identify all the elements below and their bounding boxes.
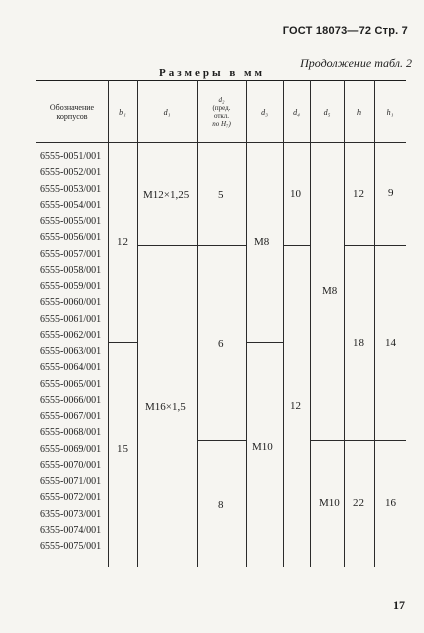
- table-row: 6555-0062/001: [40, 329, 102, 341]
- value-h1-16: 16: [385, 497, 396, 509]
- value-d1-m16: M16×1,5: [145, 401, 186, 413]
- header-separator: [36, 142, 406, 143]
- table-row: 6555-0060/001: [40, 297, 102, 309]
- table-row: 6555-0065/001: [40, 378, 102, 390]
- table-row: 6555-0066/001: [40, 394, 102, 406]
- table-title: Размеры в мм: [159, 67, 265, 79]
- column-header-d5: d₅: [323, 107, 331, 117]
- column-header-designation-text: Обозначение корпусов: [49, 103, 95, 121]
- table-row: 6555-0069/001: [40, 443, 102, 455]
- table-row: 6555-0052/001: [40, 167, 102, 179]
- column-header-h: h: [357, 107, 361, 117]
- column-header-h1: h₁: [386, 107, 394, 117]
- column-header-d2-symbol: d₂: [218, 96, 225, 104]
- table-row: 6555-0051/001: [40, 151, 102, 162]
- group-separator-d2: [197, 245, 246, 246]
- column-header-d2-note3: по H₇): [212, 120, 231, 128]
- table-row: 6555-0064/001: [40, 362, 102, 374]
- value-h-12: 12: [353, 188, 364, 200]
- table-row: 6555-0072/001: [40, 492, 102, 504]
- table-row: 6355-0073/001: [40, 508, 102, 520]
- table-row: 6555-0075/001: [40, 541, 102, 552]
- value-d3-m10: M10: [252, 441, 273, 453]
- value-h1-9: 9: [388, 187, 394, 199]
- table-row: 6555-0057/001: [40, 248, 102, 260]
- column-divider: [283, 80, 284, 567]
- value-h-18: 18: [353, 337, 364, 349]
- column-header-d3: d₃: [261, 107, 268, 117]
- group-separator-d1: [137, 245, 197, 246]
- column-divider: [246, 80, 247, 567]
- table-row: 6355-0074/001: [40, 524, 102, 536]
- column-header-d2: [197, 82, 246, 142]
- group-separator-b1: [108, 342, 137, 343]
- value-d4-12: 12: [290, 400, 301, 412]
- value-h-22: 22: [353, 497, 364, 509]
- value-d5-m8: M8: [322, 285, 338, 297]
- column-divider: [137, 80, 138, 567]
- column-header-b1: b₁: [119, 107, 126, 117]
- group-separator-d2: [197, 440, 246, 441]
- value-d2-6: 6: [218, 338, 224, 350]
- group-separator-h: [344, 245, 374, 246]
- table-row: 6555-0053/001: [40, 183, 102, 195]
- table-row: 6555-0055/001: [40, 216, 102, 227]
- column-header-d1: d₁: [163, 107, 171, 117]
- column-header-d2-note2: откл.: [213, 112, 230, 120]
- group-separator-d4: [283, 245, 310, 246]
- column-header-d2-note1: (пред.: [212, 104, 231, 112]
- table-row: 6555-0061/001: [40, 313, 102, 325]
- page-number: 17: [393, 598, 405, 612]
- column-header-d4: d₄: [293, 107, 300, 117]
- column-divider: [310, 80, 311, 567]
- column-divider: [374, 80, 375, 567]
- value-b1-15: 15: [117, 443, 128, 455]
- group-separator-h: [344, 440, 374, 441]
- table-row: 6555-0068/001: [40, 427, 102, 439]
- value-d2-8: 8: [218, 499, 224, 511]
- standard-reference: ГОСТ 18073—72 Стр. 7: [282, 25, 408, 37]
- value-d3-m8: M8: [254, 236, 270, 248]
- table-row: 6555-0067/001: [40, 411, 102, 422]
- table-row: 6555-0059/001: [40, 281, 102, 292]
- value-d1-m12: M12×1,25: [143, 189, 190, 201]
- table-row: 6555-0054/001: [40, 199, 102, 211]
- table-top-border: [36, 80, 406, 81]
- column-divider: [197, 80, 198, 567]
- group-separator-h1: [374, 245, 406, 246]
- table-row: 6555-0058/001: [40, 264, 102, 276]
- table-row: 6555-0071/001: [40, 476, 102, 487]
- group-separator-d3: [246, 342, 283, 343]
- value-d2-5: 5: [218, 189, 224, 201]
- table-row: 6555-0070/001: [40, 459, 102, 471]
- table-row: 6555-0056/001: [40, 232, 102, 244]
- value-b1-12: 12: [117, 236, 128, 248]
- table-row: 6555-0063/001: [40, 346, 102, 357]
- continuation-label: Продолжение табл. 2: [300, 56, 412, 70]
- value-d4-10: 10: [290, 188, 301, 200]
- column-header-designation: [36, 82, 108, 142]
- column-divider: [108, 80, 109, 567]
- value-h1-14: 14: [385, 337, 396, 349]
- column-divider: [344, 80, 345, 567]
- value-d5-m10: M10: [319, 497, 340, 509]
- group-separator-h1: [374, 440, 406, 441]
- group-separator-d5: [310, 440, 344, 441]
